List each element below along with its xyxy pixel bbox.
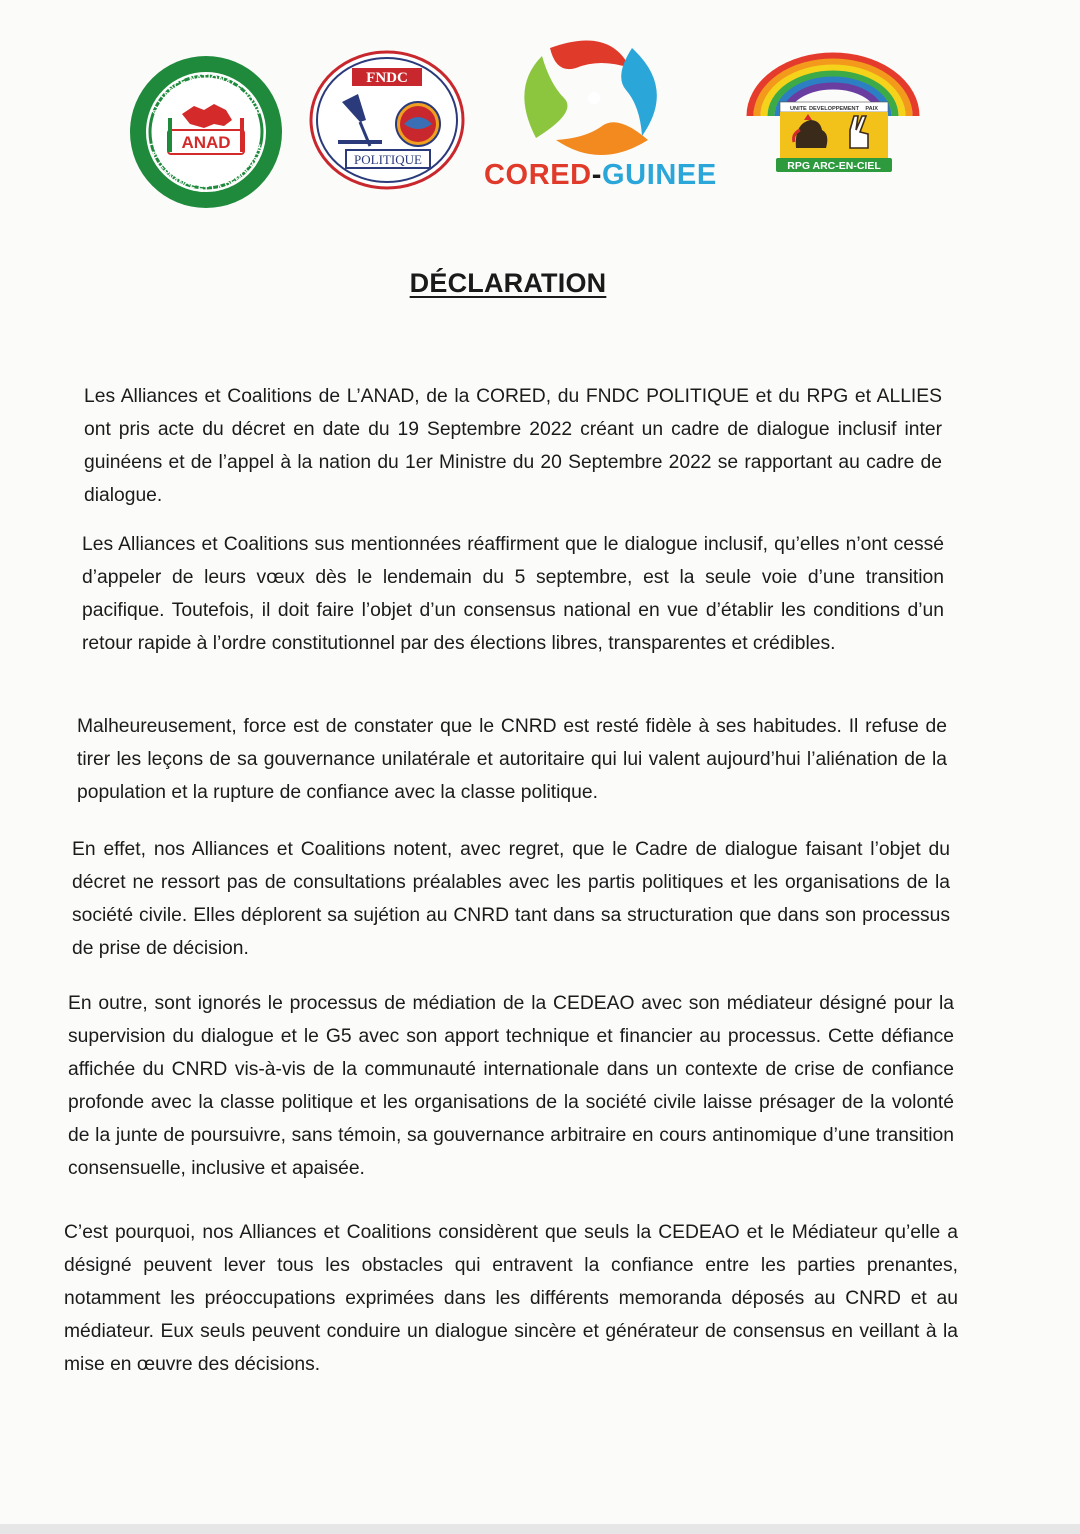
anad-ring-text-bottom: L'ALTERNANCE ET LA DÉMOCRATIE bbox=[146, 141, 266, 195]
cored-logo bbox=[480, 28, 742, 198]
rpg-logo-label: RPG ARC-EN-CIEL bbox=[787, 160, 881, 172]
paragraph-3: Malheureusement, force est de constater que le CNRD est resté fidèle à ses habitudes. Il refuse de tirer les leçons de sa gouvernance unilatérale et autoritaire qui lui valent aujourd’hui l’aliénation de la population et la rupture de confiance avec la classe politique. bbox=[77, 716, 947, 803]
document-title bbox=[0, 268, 1016, 299]
fndc-logo-name: FNDC bbox=[366, 70, 408, 86]
paragraph-6: C’est pourquoi, nos Alliances et Coalitions considèrent que seuls la CEDEAO et le Médiateur qu’elle a désigné peuvent lever tous les obstacles qui entravent la confiance entre les parties prenantes, notamment les préoccupations exprimées dans les différents memoranda déposés au CNRD et au médiateur. Eux seuls peuvent conduire un dialogue sincère et générateur de consensus en veillant à la mise en œuvre des décisions. bbox=[64, 1222, 958, 1375]
rpg-banner-mid: DEVELOPPEMENT bbox=[808, 106, 860, 112]
page-bottom-edge bbox=[0, 1524, 1080, 1534]
rpg-banner-left: UNITE bbox=[790, 106, 807, 112]
cored-name-part1: CORED bbox=[484, 159, 592, 191]
paragraph-1: Les Alliances et Coalitions de L’ANAD, de la CORED, du FNDC POLITIQUE et du RPG et ALLIES ont pris acte du décret en date du 19 Septembre 2022 créant un cadre de dialogue inclusif inter guinéens et de l’appel à la nation du 1er Ministre du 20 Septembre 2022 se rapportant au cadre de dialogue. bbox=[84, 386, 942, 506]
paragraph-4: En effet, nos Alliances et Coalitions notent, avec regret, que le Cadre de dialogue faisant l’objet du décret ne ressort pas de consultations préalables avec les partis politiques et les organisations de la société civile. Elles déplorent sa sujétion au CNRD tant dans sa structuration que dans son processus de prise de décision. bbox=[72, 839, 950, 959]
cored-name-separator: - bbox=[591, 159, 602, 191]
rpg-logo bbox=[738, 50, 928, 180]
paragraph-2: Les Alliances et Coalitions sus mentionnées réaffirment que le dialogue inclusif, qu’elles n’ont cessé d’appeler de leurs vœux dès le lendemain du 5 septembre, est la seule voie d’une transition pacifique. Toutefois, il doit faire l’objet d’un consensus national en vue d’établir les conditions d’un retour rapide à l’ordre constitutionnel par des élections libres, transparentes et crédibles. bbox=[82, 534, 944, 654]
anad-logo bbox=[128, 54, 284, 210]
svg-text:CORED-GUINEE bbox=[484, 159, 717, 191]
fndc-logo bbox=[308, 50, 466, 190]
anad-logo-name: ANAD bbox=[181, 133, 231, 152]
rpg-banner-right: PAIX bbox=[865, 106, 878, 112]
paragraph-5: En outre, sont ignorés le processus de médiation de la CEDEAO avec son médiateur désigné pour la supervision du dialogue et le G5 avec son apport technique et financier au processus. Cette défiance affichée du CNRD vis-à-vis de la communauté internationale dans un contexte de crise de confiance profonde avec la classe politique et les organisations de la société civile laisse présager de la volonté de la junte de poursuivre, sans témoin, sa gouvernance arbitraire en cours antinomique d’une transition consensuelle, inclusive et apaisée. bbox=[68, 993, 954, 1179]
anad-ring-text-top: ALLIANCE NATIONALE POUR bbox=[148, 71, 264, 117]
cored-name-part2: GUINEE bbox=[602, 159, 717, 191]
fndc-logo-label: POLITIQUE bbox=[354, 152, 422, 167]
document-title-text: DÉCLARATION bbox=[409, 268, 607, 298]
